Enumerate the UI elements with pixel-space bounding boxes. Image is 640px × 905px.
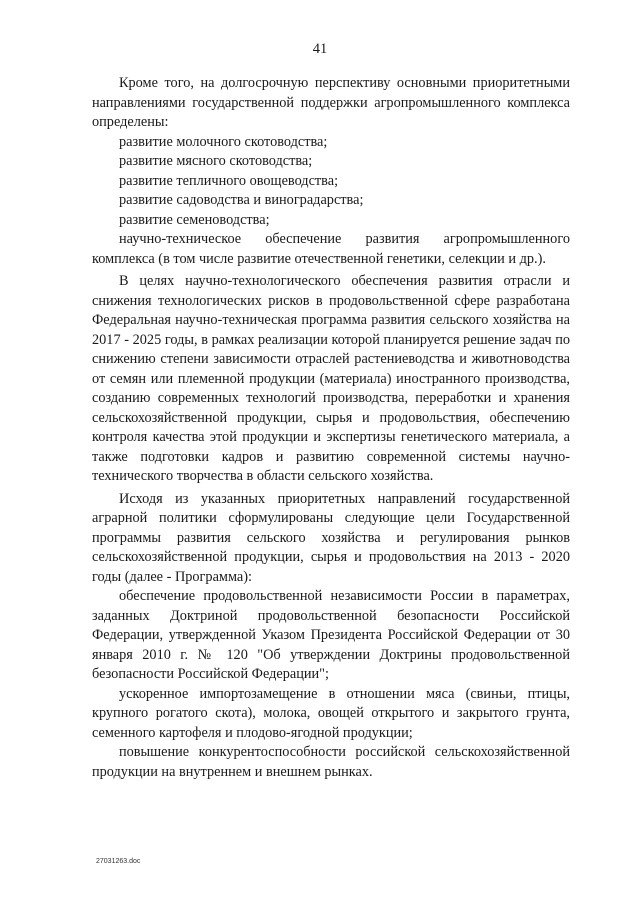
paragraph-program-goals: Исходя из указанных приоритетных направлений государственной аграрной политики сформулированы следующие цели Государственной программы развития сельского хозяйства и регулирования рынков сельскохозяйственной продукции, сырья и продовольствия на 2013 - 2020 годы (далее - Программа): [92,490,570,585]
document-body [92,74,570,782]
list-item-dairy-cattle: развитие молочного скотоводства; [119,133,328,150]
goal-competitiveness: повышение конкурентоспособности российской сельскохозяйственной продукции на внутреннем и внешнем рынках. [92,744,570,780]
list-item-beef-cattle: развитие мясного скотоводства; [119,153,313,169]
goal-import-substitution: ускоренное импортозамещение в отношении мяса (свиньи, птицы, крупного рогатого скота), молока, овощей открытого и закрытого грунта, семенного картофеля и плодово-ягодной продукции; [92,685,570,741]
list-item-greenhouse: развитие тепличного овощеводства; [119,172,339,189]
list-item-horticulture: развитие садоводства и виноградарства; [119,192,364,208]
goal-food-independence: обеспечение продовольственной независимости России в параметрах, заданных Доктриной продовольственной безопасности Российской Федерации, утвержденной Указом Президента Российской Федерации от 30 января 2010 г. № 120 "Об утверждении Доктрины продовольственной безопасности Российской Федерации"; [92,588,570,682]
paragraph-research-program: В целях научно-технологического обеспечения развития отрасли и снижения технологических рисков в продовольственной сфере разработана Федеральная научно-техническая программа развития сельского хозяйства на 2017 - 2025 годы, в рамках реализации которой планируется решение задач по снижению степени зависимости отраслей растениеводства и животноводства от семян или племенной продукции (материала) иностранного производства, созданию современных технологий производства, переработки и хранения сельскохозяйственной продукции, сырья и продовольствия, обеспечению контроля качества этой продукции и экспертизы генетического материала, а также подготовки кадров и развитию современной системы научно-технического творчества в области сельского хозяйства. [92,273,570,484]
list-item-seed-production: развитие семеноводства; [119,211,270,228]
page-number: 41 [312,41,328,57]
list-item-scientific-support: научно-техническое обеспечение развития агропромышленного комплекса (в том числе развитие отечественной генетики, селекции и др.). [92,231,570,267]
paragraph-intro: Кроме того, на долгосрочную перспективу основными приоритетными направлениями государственной поддержки агропромышленного комплекса определены: [92,75,570,130]
footer-file-code: 27031263.doc [96,858,141,865]
